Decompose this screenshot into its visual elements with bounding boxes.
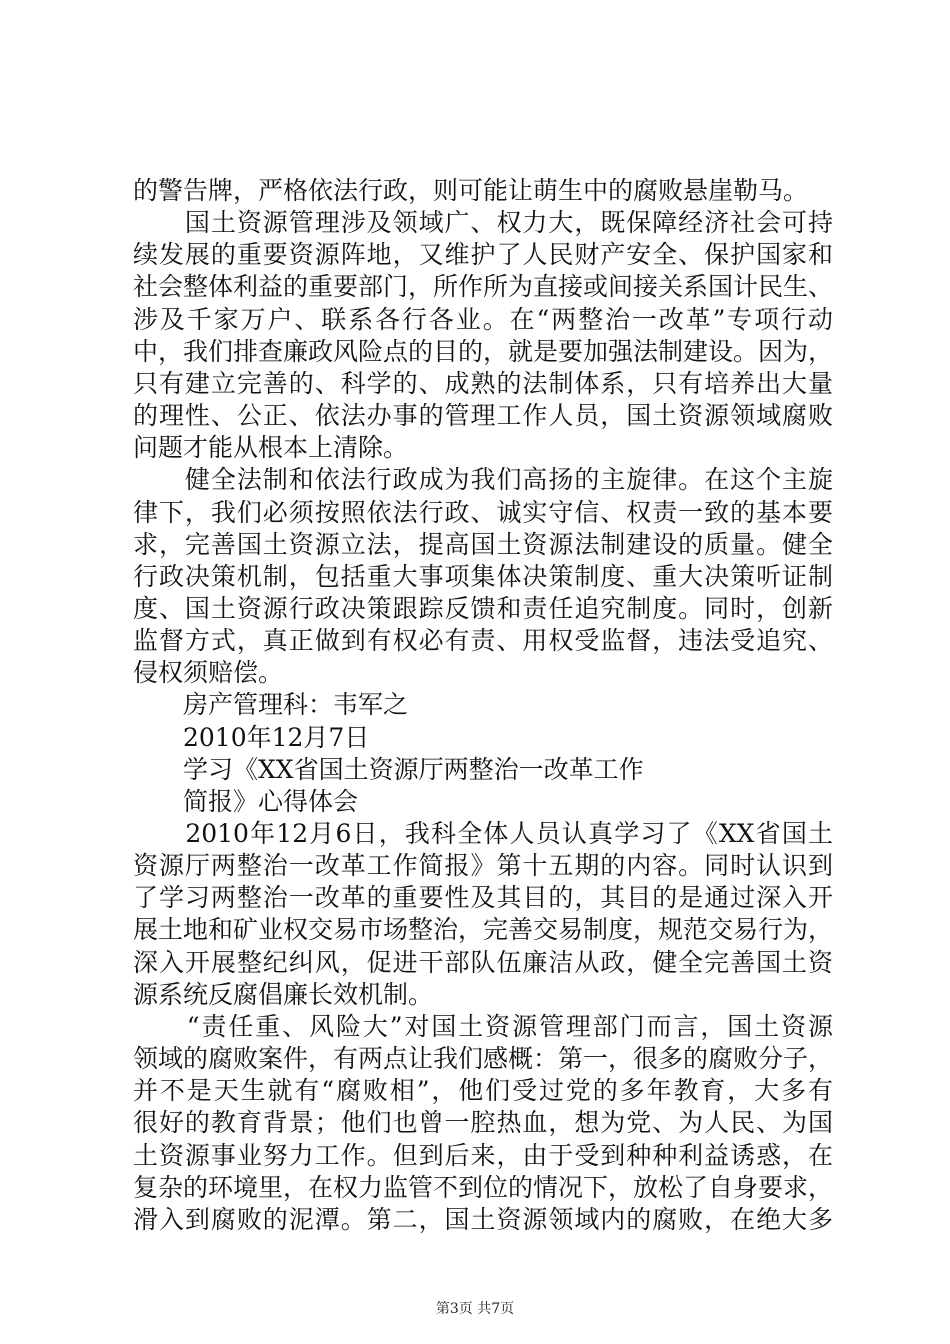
text-line: 行政决策机制，包括重大事项集体决策制度、重大决策听证制 bbox=[133, 561, 833, 591]
text-line: 了学习两整治一改革的重要性及其目的，其目的是通过深入开 bbox=[133, 883, 833, 913]
text-line: 只有建立完善的、科学的、成熟的法制体系，只有培养出大量 bbox=[133, 368, 833, 398]
text-line: 问题才能从根本上清除。 bbox=[133, 433, 409, 463]
text-line: 国土资源管理涉及领域广、权力大，既保障经济社会可持 bbox=[133, 208, 833, 238]
text-line: 展土地和矿业权交易市场整治，完善交易制度，规范交易行为， bbox=[133, 915, 834, 945]
text-line: 简报》心得体会 bbox=[133, 786, 359, 816]
text-line: 滑入到腐败的泥潭。第二，国土资源领域内的腐败，在绝大多 bbox=[133, 1204, 833, 1234]
text-line: 健全法制和依法行政成为我们高扬的主旋律。在这个主旋 bbox=[133, 465, 833, 495]
text-line: 侵权须赔偿。 bbox=[133, 658, 284, 688]
text-line: 土资源事业努力工作。但到后来，由于受到种种利益诱惑，在 bbox=[133, 1140, 833, 1170]
text-line: 学习《XX省国土资源厅两整治一改革工作 bbox=[133, 754, 644, 784]
text-line: 续发展的重要资源阵地，又维护了人民财产安全、保护国家和 bbox=[133, 240, 833, 270]
text-line: 深入开展整纪纠风，促进干部队伍廉洁从政，健全完善国土资 bbox=[133, 947, 833, 977]
text-line: 领域的腐败案件，有两点让我们感概：第一，很多的腐败分子， bbox=[133, 1044, 834, 1074]
text-line: 律下，我们必须按照依法行政、诚实守信、权责一致的基本要 bbox=[133, 497, 833, 527]
text-line: 中，我们排查廉政风险点的目的，就是要加强法制建设。因为， bbox=[133, 336, 834, 366]
text-line: 源系统反腐倡廉长效机制。 bbox=[133, 979, 434, 1009]
text-line: 的警告牌，严格依法行政，则可能让萌生中的腐败悬崖勒马。 bbox=[133, 176, 809, 205]
text-line: 的理性、公正、依法办事的管理工作人员，国土资源领域腐败 bbox=[133, 401, 833, 431]
text-line: 2010年12月6日，我科全体人员认真学习了《XX省国土 bbox=[133, 819, 833, 848]
text-line: 房产管理科：韦军之 bbox=[133, 690, 409, 720]
text-line: 监督方式，真正做到有权必有责、用权受监督，违法受追究、 bbox=[133, 626, 833, 656]
text-line: 资源厅两整治一改革工作简报》第十五期的内容。同时认识到 bbox=[133, 851, 833, 881]
text-line: 涉及千家万户、联系各行各业。在“两整治一改革”专项行动 bbox=[133, 304, 833, 334]
text-line: 很好的教育背景；他们也曾一腔热血，想为党、为人民、为国 bbox=[133, 1108, 833, 1138]
text-line: 度、国土资源行政决策跟踪反馈和责任追究制度。同时，创新 bbox=[133, 593, 833, 623]
page-footer: 第3页 共7页 bbox=[435, 1301, 515, 1317]
text-line: 2010年12月7日 bbox=[133, 722, 370, 752]
text-line: 社会整体利益的重要部门，所作所为直接或间接关系国计民生、 bbox=[133, 272, 834, 302]
text-line: 并不是天生就有“腐败相”，他们受过党的多年教育，大多有 bbox=[133, 1076, 833, 1106]
text-line: 复杂的环境里，在权力监管不到位的情况下，放松了自身要求， bbox=[133, 1172, 834, 1202]
text-line: 求，完善国土资源立法，提高国土资源法制建设的质量。健全 bbox=[133, 529, 833, 559]
text-line: “责任重、风险大”对国土资源管理部门而言，国土资源 bbox=[133, 1011, 833, 1041]
